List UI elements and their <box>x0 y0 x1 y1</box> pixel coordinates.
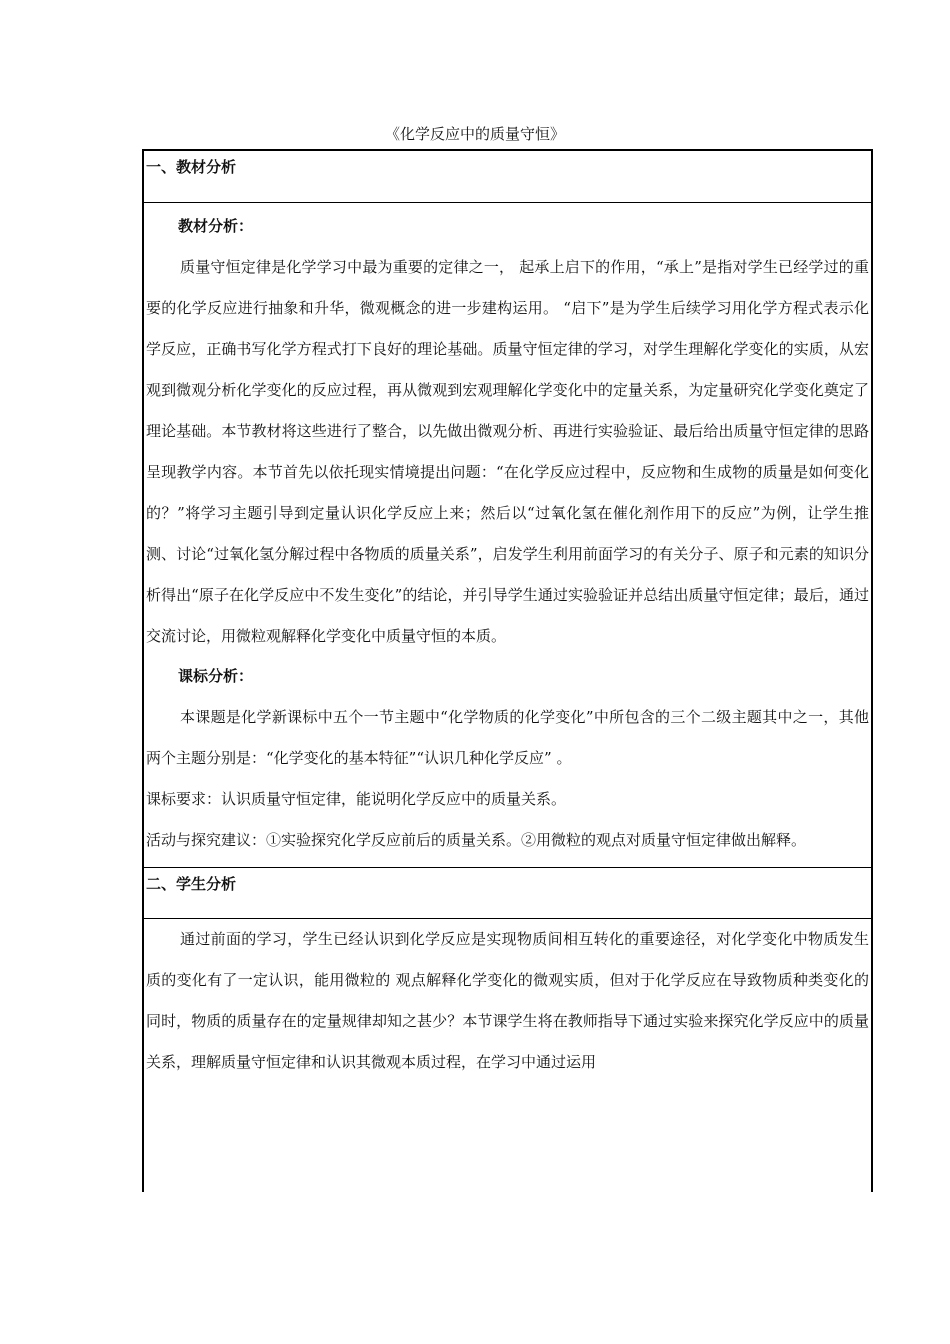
section1-content <box>144 203 871 861</box>
curriculum-analysis-text: 本课题是化学新课标中五个一节主题中“化学物质的化学变化”中所包含的三个二级主题其中之一，其他两个主题分别是：“化学变化的基本特征”“认识几种化学反应” 。 <box>146 708 869 767</box>
section2-content <box>144 919 871 1083</box>
section1-heading: 一、教材分析 <box>144 151 871 203</box>
document-title: 《化学反应中的质量守恒》 <box>384 125 565 143</box>
activity-suggestion: 活动与探究建议：①实验探究化学反应前后的质量关系。②用微粒的观点对质量守恒定律做出解释。 <box>146 831 807 849</box>
student-analysis-text: 通过前面的学习，学生已经认识到化学反应是实现物质间相互转化的重要途径，对化学变化中物质发生质的变化有了一定认识，能用微粒的 观点解释化学变化的微观实质，但对于化学反应在导致物质种类变化的同时，物质的质量存在的定量规律却知之甚少？本节课学生将在教师指导下通过实验来探究化学反应中的质量关系，理解质量守恒定律和认识其微观本质过程，在学习中通过运用 <box>146 930 869 1071</box>
textbook-analysis-heading: 教材分析： <box>178 217 254 235</box>
section2-heading: 二、学生分析 <box>144 867 871 919</box>
curriculum-analysis-heading: 课标分析： <box>178 667 254 685</box>
textbook-analysis-text: 质量守恒定律是化学学习中最为重要的定律之一， 起承上启下的作用，“承上”是指对学生已经学过的重要的化学反应进行抽象和升华，微观概念的进一步建构运用。 “启下”是为学生后续学习用化学方程式表示化学反应，正确书写化学方程式打下良好的理论基础。质量守恒定律的学习，对学生理解化学变化的实质，从宏观到微观分析化学变化的反应过程，再从微观到宏观理解化学变化中的定量关系，为定量研究化学变化奠定了理论基础。本节教材将这些进行了整合，以先做出微观分析、再进行实验验证、最后给出质量守恒定律的思路呈现教学内容。本节首先以依托现实情境提出问题：“在化学反应过程中，反应物和生成物的质量是如何变化的？”将学习主题引导到定量认识化学反应上来；然后以“过氧化氢在催化剂作用下的反应”为例，让学生推测、讨论“过氧化氢分解过程中各物质的质量关系”，启发学生利用前面学习的有关分子、原子和元素的知识分析得出“原子在化学反应中不发生变化”的结论，并引导学生通过实验验证并总结出质量守恒定律；最后，通过交流讨论，用微粒观解释化学变化中质量守恒的本质。 <box>146 258 869 645</box>
curriculum-requirement: 课标要求：认识质量守恒定律，能说明化学反应中的质量关系。 <box>146 790 567 808</box>
lesson-table <box>142 149 873 1192</box>
